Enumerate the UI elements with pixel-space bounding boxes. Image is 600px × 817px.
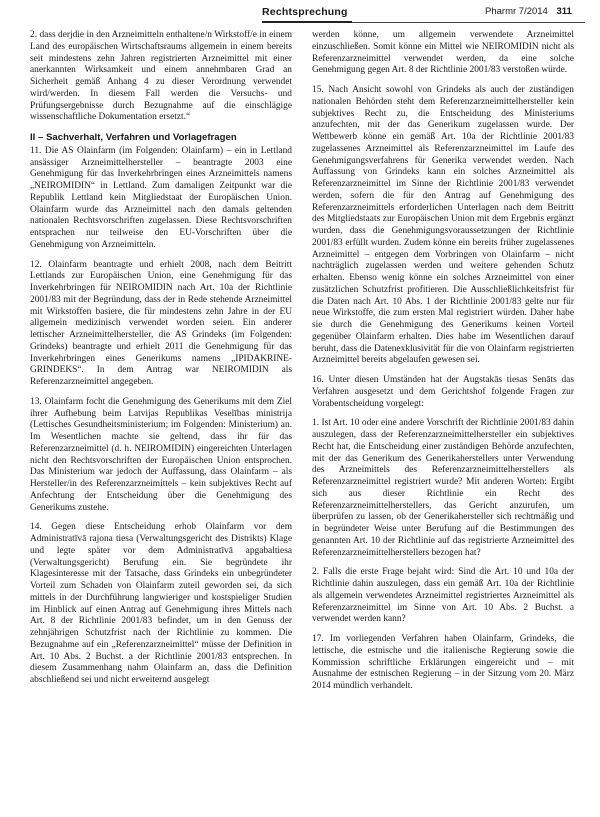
paragraph-17: 17. Im vorliegenden Verfahren haben Olainfarm, Grindeks, die lettische, die estnische und die italienische Regierung sowie die Kommission schriftliche Erklärungen eingereicht und – mit Ausnahme der estnischen Regierung – in der Sitzung vom 20. März 2014 mündlich verhandelt. [312,634,574,691]
running-header [485,6,572,17]
section-heading: II – Sachverhalt, Verfahren und Vorlagefragen [30,132,237,143]
header-rule-thick [262,21,352,23]
paragraph-12: 12. Olainfarm beantragte und erhielt 2008, nach dem Beitritt Lettlands zur Europäischen Union, eine Genehmigung für das Inverkehrbringen für NEIROMIDIN nach Art. 10a der Richtlinie 2001/83 mit der Begründung, dass der in Rede stehende Arzneimittel mit Wirkstoffen basiere, die für mindestens zehn Jahre in der EU allgemein medizinisch verwendet worden seien. Ein anderer lettischer Arzneimittelhersteller, die AS Grindeks (im Folgenden: Grindeks) beantragte und erhielt 2011 die Genehmigung für das Inverkehrbringen eines Generikums namens „IPIDAKRINE-GRINDEKS“. In dem Antrag war NEIROMIDIN als Referenzarzneimittel angegeben. [30,259,292,387]
paragraph-14-continued: werden könne, um allgemein verwendete Arzneimittel einzuschließen. Somit könne ein Mittel wie NEIROMIDIN nicht als Referenzarzneimittel verwendet werden, da eine solche Genehmigung gegen Art. 8 der Richtlinie 2001/83 verstoßen würde. [312,30,574,76]
paragraph-quote-end: 2. dass derjdie in den Arzneimitteln enthaltene/n Wirkstoff/e in einem Land des europäischen Wirtschaftsraums allgemein in einem bereits seit mindestens zehn Jahren registrierten Arzneimittel mit einer anerkannten Wirksamkeit und einem annehmbaren Grad an Sicherheit gemäß Anhang 4 zu dieser Verordnung verwendet wird/werden. In diesem Fall werden die Versuchs- und Prüfungsergebnisse durch Bezugnahme auf die einschlägige wissenschaftliche Dokumentation ersetzt.“ [30,30,292,123]
section-title: Rechtsprechung [262,6,348,18]
right-column [312,30,574,810]
question-2: 2. Falls die erste Frage bejaht wird: Sind die Art. 10 und 10a der Richtlinie dahin auszulegen, dass ein gemäß Art. 10a der Richtlinie als allgemein verwendetes Arzneimittel registriertes Arzneimittel als Referenzarzneimittel im Sinne von Art. 10 Abs. 2 Buchst. a verwendet werden kann? [312,567,574,625]
question-1: 1. Ist Art. 10 oder eine andere Vorschrift der Richtlinie 2001/83 dahin auszulegen, dass der Referenzarzneimittelhersteller ein subjektives Recht hat, die Entscheidung einer zuständigen Behörde anzufechten, mit der das Generikum des Generikaherstellers unter Verwendung des Arzneimittels des Referenzarzneimittelherstellers als Referenzarzneimittel registriert wurde? Mit anderen Worten: Ergibt sich aus dieser Richtlinie ein Recht des Referenzarzneimittelherstellers, das Gericht anzurufen, um überprüfen zu lassen, ob der Generikahersteller sich rechtmäßig und in begründeter Weise unter Berufung auf die Bestimmungen des genannten Art. 10 der Richtlinie auf das registrierte Arzneimittel des Referenzarzneimittelherstellers bezogen hat? [312,418,574,558]
paragraph-15: 15. Nach Ansicht sowohl von Grindeks als auch der zuständigen nationalen Behörden steht dem Referenzarzneimittelhersteller kein subjektives Recht zu, die Entscheidung des Ministeriums anzufechten, mit der das Generikum zugelassen wurde. Der Wettbewerb könne ein gemäß Art. 10a der Richtlinie 2001/83 zugelassenes Arzneimittel als Referenzarzneimittel im Laufe des Genehmigungsverfahrens für Generika verwendet werden. Nach Auffassung von Grindeks kann ein solches Arzneimittel als Referenzarzneimittel im Sinne der Richtlinie 2001/83 verwendet werden, sofern die für den Antrag auf Genehmigung des Referenzarzneimittels erforderlichen Unterlagen nach dem Beitritt des Mitgliedstaats zur Europäischen Union mit dem Ergebnis ergänzt wurden, dass die Genehmigungsvoraussetzungen der Richtlinie 2001/83 erfüllt wurden. Zudem könne ein bereits früher zugelassenes Arzneimittel – entgegen dem Vorbringen von Olainfarm – nicht nachträglich zugelassen werden und weitere gehenden Schutz erhalten. Ebenso wenig könne ein solches Arzneimittel von einer zusätzlichen Schutzfrist profitieren. Die Ausschließlichkeitsfrist für die Daten nach Art. 10 Abs. 1 der Richtlinie 2001/83 gelte nur für neue Wirkstoffe, die zum ersten Mal registriert würden. Daher habe sie durch die Genehmigung des Generikums keinen Vorteil gegenüber Olainfarm erhalten. Dies habe im Wesentlichen darauf beruht, dass die Datenexklusivität für die von Olainfarm registrierten Arzneimittel bereits abgelaufen gewesen sei. [312,85,574,366]
paragraph-13: 13. Olainfarm focht die Genehmigung des Generikums mit dem Ziel ihrer Aufhebung beim Latvijas Republikas Veselības ministrija (Lettisches Gesundheitsministerium; im Folgenden: Ministerium) an. Im Wesentlichen machte sie geltend, dass ihr für das Referenzarzneimittel (d. h. NEIROMIDIN) eingereichten Unterlagen nicht den Rechtsvorschriften der Europäischen Union entsprochen. Das Ministerium war jedoch der Auffassung, dass Olainfarm – als Hersteller/in des Referenzarzneimittels – kein subjektives Recht auf Anfechtung der Entscheidung über die Genehmigung des Generikums zustehe. [30,396,292,513]
left-column [30,30,292,810]
paragraph-11: 11. Die AS Olainfarm (im Folgenden: Olainfarm) – ein in Lettland ansässiger Arzneimittelhersteller – beantragte 2003 eine Genehmigung für das Inverkehrbringen eines Arzneimittels namens „NEIROMIDIN“ in Lettland. Zum damaligen Zeitpunkt war die Republik Lettland kein Mitgliedstaat der Europäischen Union. Olainfarm wurde das Arzneimittel nach den damals geltenden nationalen Rechtsvorschriften zugelassen. Diese Rechtsvorschriften entsprachen nur teilweise den EU-Vorschriften über die Genehmigung von Arzneimitteln. [30,145,292,250]
header-rule-thin [352,22,585,23]
paragraph-14: 14. Gegen diese Entscheidung erhob Olainfarm vor dem Administratīvā rajona tiesa (Verwaltungsgericht des Distrikts) Klage und legte später vor dem Administratīvā apgabaltiesa (Verwaltungsgericht) Berufung ein. Sie begründete ihr Klagesinteresse mit der Tatsache, dass Grindeks ein unbegründeter Vorteil zum Schaden von Olainfarm zuteil geworden sei, da sich mittels in der Durchführung langwieriger und kostspieliger Studien im Hinblick auf einen Antrag auf Genehmigung ihres Mittels nach Art. 8 der Richtlinie 2001/83 befindet, um in den Genuss der zehnjährigen Schutzfrist nach der Richtlinie zu kommen. Die Bezugnahme auf ein „Referenzarzneimittel“ müsse der Definition in Art. 10 Abs. 2 Buchst. a der Richtlinie 2001/83 entsprechen. In diesem Zusammenhang nahm Olainfarm an, dass die Definition abschließend sei und nicht erweiternd ausgelegt [30,522,292,685]
page-number: 311 [556,6,572,17]
journal-issue: Pharmr 7/2014 [485,6,548,17]
paragraph-16: 16. Unter diesen Umständen hat der Augstakās tiesas Senāts das Verfahren ausgesetzt und dem Gerichtshof folgende Fragen zur Vorabentscheidung vorgelegt: [312,375,574,409]
